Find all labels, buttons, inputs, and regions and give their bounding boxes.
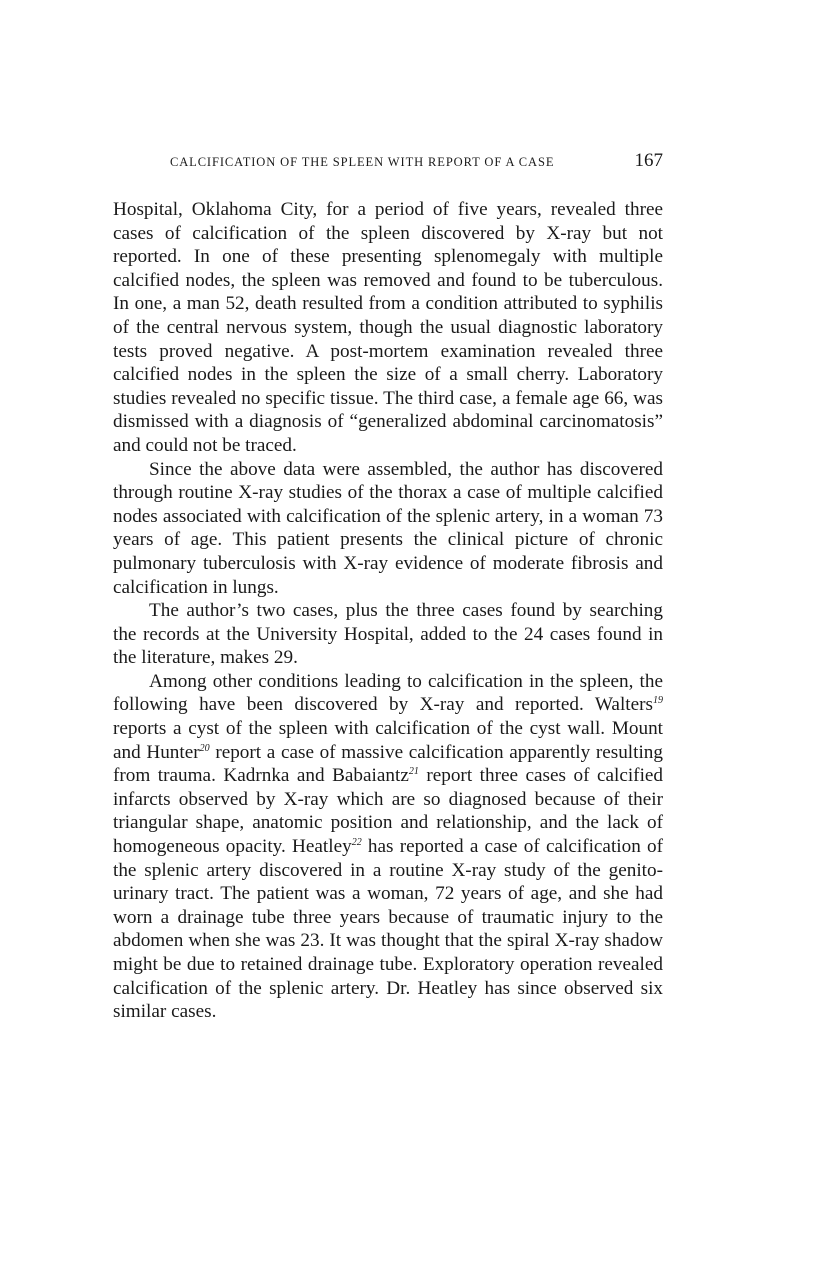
paragraph-2: Since the above data were assembled, the author has discovered through routine X-ray studies of the thorax a case of multiple calcified nodes associated with calcification of the splenic artery, in a woman 73 years of age. This patient presents the clinical picture of chronic pulmonary tuberculosis with X-ray evidence of moderate fibrosis and calcification in lungs. <box>113 458 663 598</box>
body-text <box>113 198 663 1024</box>
paragraph-4-text: report three cases of calcified infarcts observed by X-ray which are so diagnosed because of their triangular shape, anatomic position and relationship, and the lack of homogeneous opacity. Heatley <box>113 765 664 858</box>
paragraph-4-text: report a case of massive calcification apparently resulting from trauma. Kadrnka and Babaiantz <box>113 741 663 787</box>
document-page <box>113 0 663 1261</box>
paragraph-4-text: Among other conditions leading to calcification in the spleen, the following have been discovered by X-ray and reported. Walters <box>113 670 663 716</box>
running-head-title: CALCIFICATION OF THE SPLEEN WITH REPORT OF A CASE <box>170 155 555 169</box>
paragraph-4-text: reports a cyst of the spleen with calcification of the cyst wall. Mount and Hunter <box>113 718 663 763</box>
paragraph-4 <box>113 670 663 1024</box>
footnote-ref-mount-hunter: 20 <box>199 742 210 754</box>
running-head <box>113 150 663 176</box>
paragraph-4-text: has reported a case of calcification of the splenic artery discovered in a routine X-ray study of the genito-urinary tract. The patient was a woman, 72 years of age, and she had worn a drainage tube three years because of traumatic injury to the abdomen when she was 23. It was thought that the spiral X-ray shadow might be due to retained drainage tube. Exploratory operation revealed calcification of the splenic artery. Dr. Heatley has since observed six similar cases. <box>113 836 663 1023</box>
paragraph-3: The author’s two cases, plus the three cases found by searching the records at the University Hospital, added to the 24 cases found in the literature, makes 29. <box>113 600 663 669</box>
paragraph-1: Hospital, Oklahoma City, for a period of five years, revealed three cases of calcification of the spleen discovered by X-ray but not reported. In one of these presenting splenomegaly with multiple calcified nodes, the spleen was removed and found to be tuberculous. In one, a man 52, death resulted from a condition attributed to syphilis of the central nervous system, though the usual diagnostic laboratory tests proved negative. A post-mortem examination revealed three calcified nodes in the spleen the size of a small cherry. Laboratory studies revealed no specific tissue. The third case, a female age 66, was dismissed with a diagnosis of “generalized abdominal carcinomatosis” and could not be traced. <box>113 199 663 456</box>
page-number: 167 <box>634 150 663 171</box>
footnote-ref-kadrnka-babaiantz: 21 <box>408 766 419 778</box>
footnote-ref-heatley: 22 <box>351 837 362 849</box>
footnote-ref-walters: 19 <box>653 695 663 707</box>
